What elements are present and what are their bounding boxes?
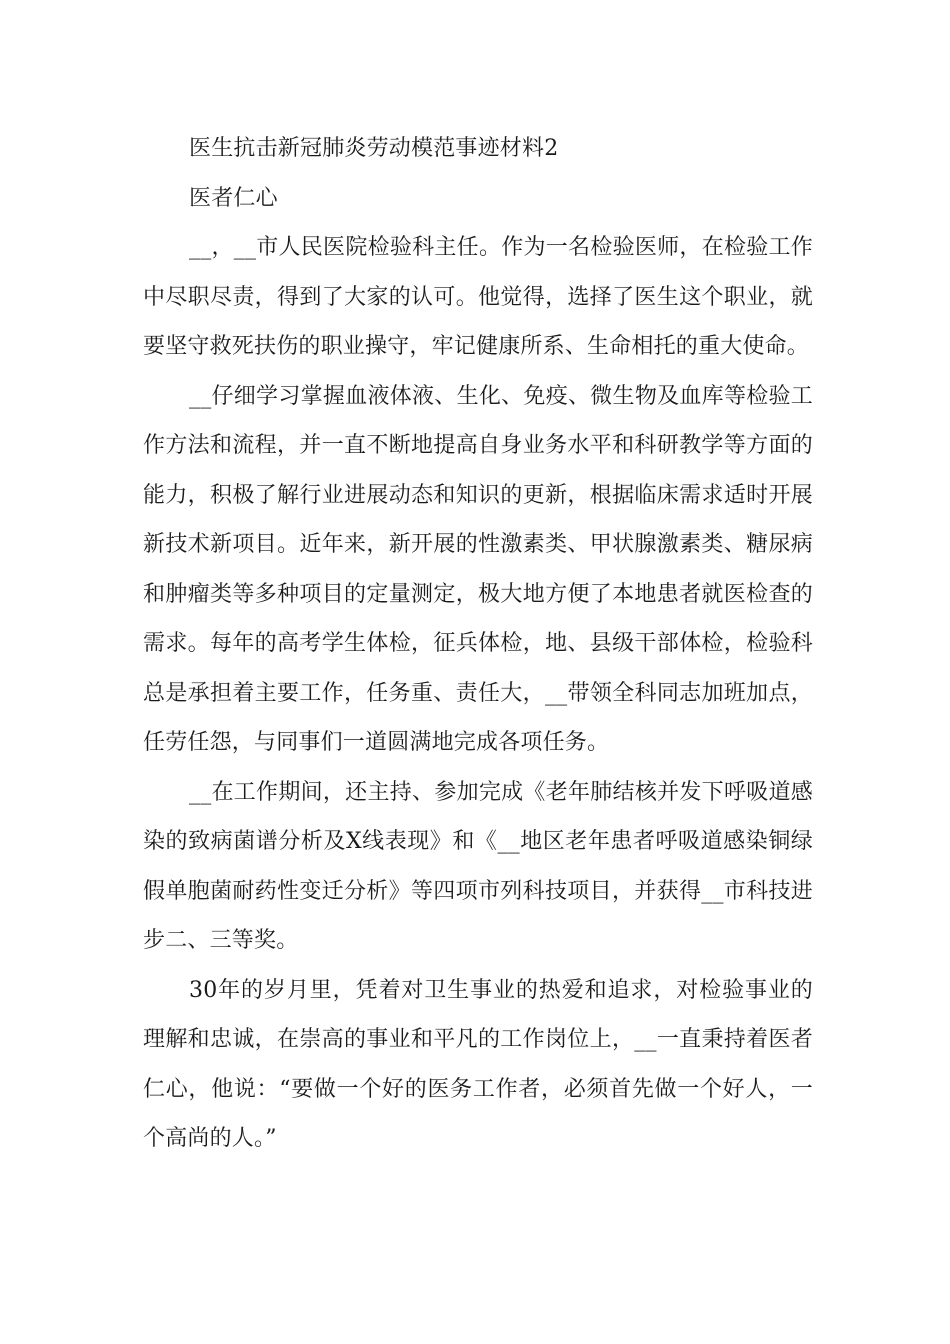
- paragraph-work: __仔细学习掌握血液体液、生化、免疫、微生物及血库等检验工作方法和流程，并一直不断地提高自身业务水平和科研教学等方面的能力，积极了解行业进展动态和知识的更新，根据临床需求适时开展新技术新项目。近年来，新开展的性激素类、甲状腺激素类、糖尿病和肿瘤类等多种项目的定量测定，极大地方便了本地患者就医检查的需求。每年的高考学生体检，征兵体检，地、县级干部体检，检验科总是承担着主要工作，任务重、责任大，__带领全科同志加班加点，任劳任怨，与同事们一道圆满地完成各项任务。: [143, 383, 813, 755]
- paragraph-intro: __，__市人民医院检验科主任。作为一名检验医师，在检验工作中尽职尽责，得到了大家的认可。他觉得，选择了医生这个职业，就要坚守救死扶伤的职业操守，牢记健康所系、生命相托的重大使命。: [143, 235, 813, 359]
- document-body: [143, 124, 813, 1164]
- paragraph-closing: 30年的岁月里，凭着对卫生事业的热爱和追求，对检验事业的理解和忠诚，在崇高的事业和平凡的工作岗位上，__一直秉持着医者仁心，他说：“要做一个好的医务工作者，必须首先做一个好人，一个高尚的人。”: [143, 977, 813, 1151]
- document-title: 医生抗击新冠肺炎劳动模范事迹材料2: [189, 136, 559, 161]
- document-subtitle: 医者仁心: [189, 185, 278, 211]
- paragraph-research: __在工作期间，还主持、参加完成《老年肺结核并发下呼吸道感染的致病菌谱分析及X线表现》和《__地区老年患者呼吸道感染铜绿假单胞菌耐药性变迁分析》等四项市列科技项目，并获得__市科技进步二、三等奖。: [143, 779, 813, 953]
